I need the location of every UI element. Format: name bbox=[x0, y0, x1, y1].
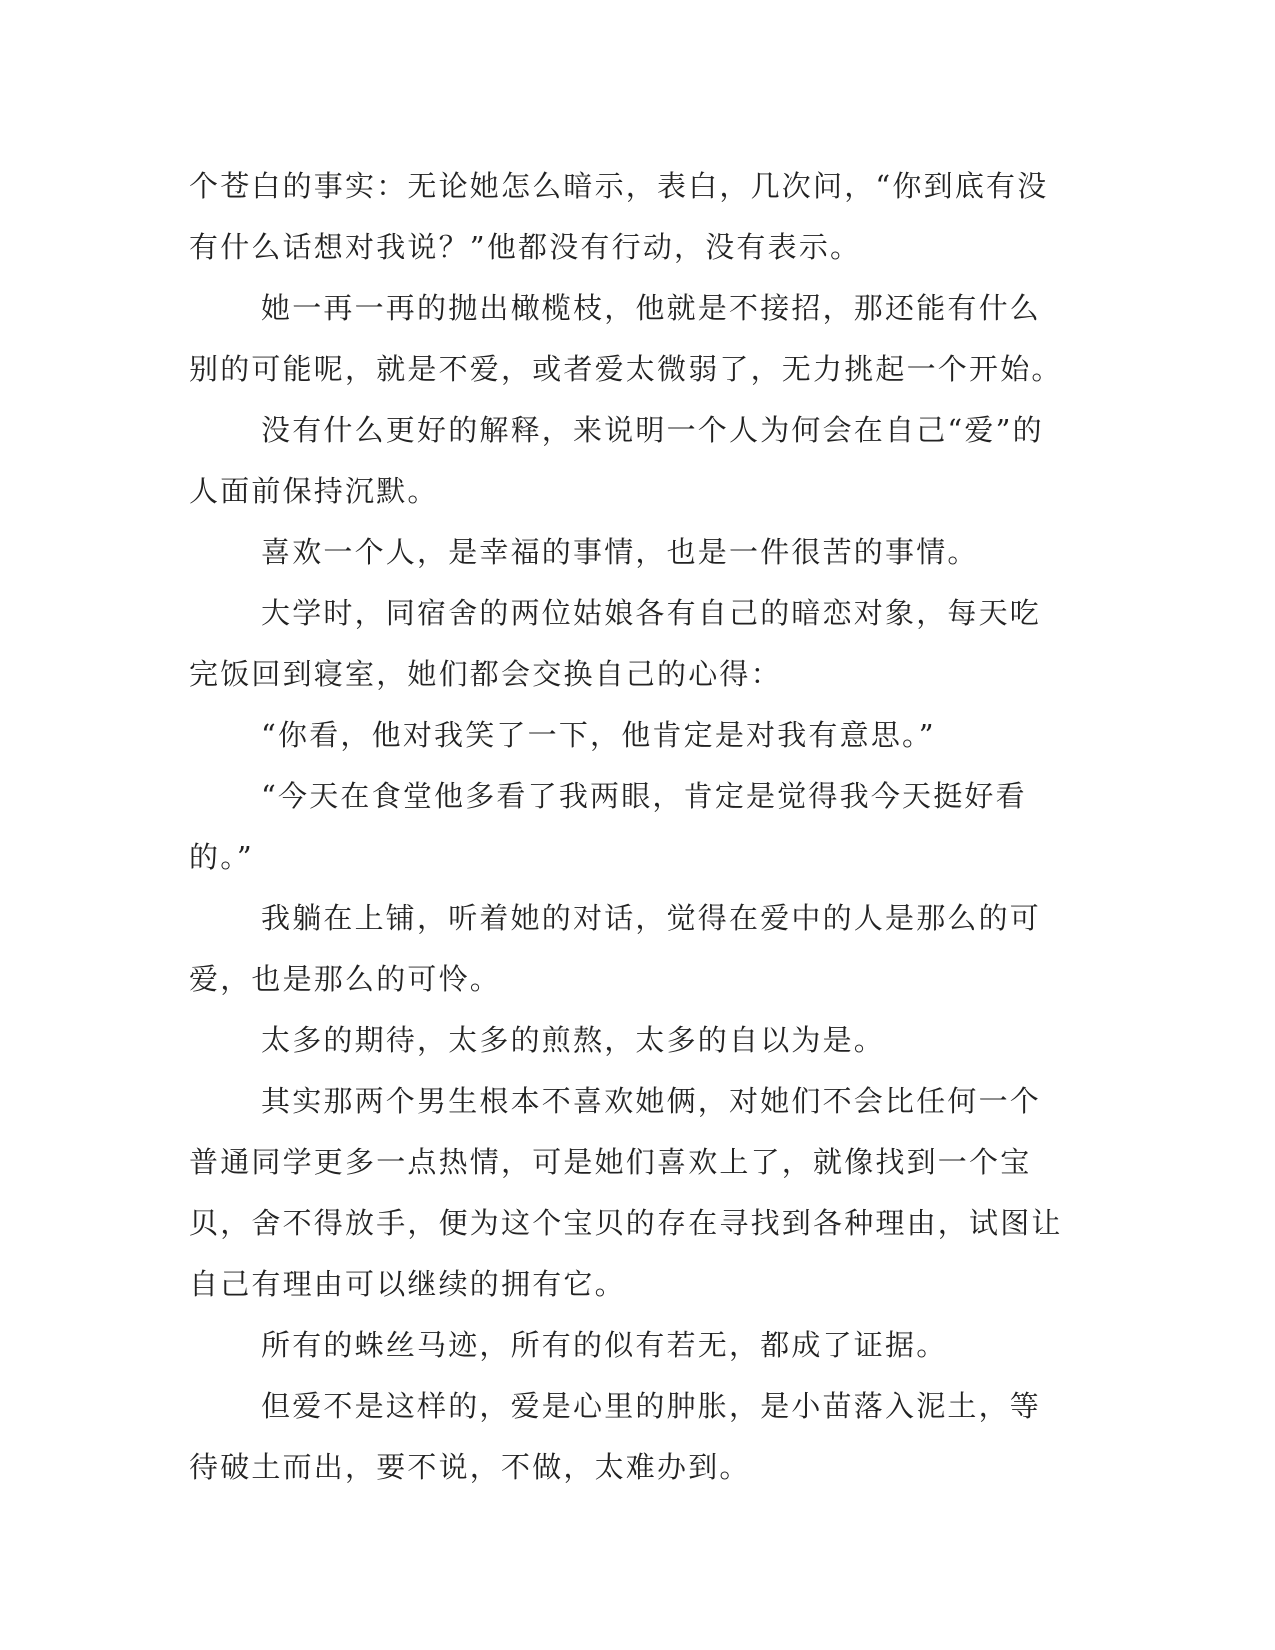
paragraph-6: “你看，他对我笑了一下，他肯定是对我有意思。” bbox=[261, 718, 936, 752]
paragraph-4: 喜欢一个人，是幸福的事情，也是一件很苦的事情。 bbox=[261, 535, 979, 569]
paragraph-11: 所有的蛛丝马迹，所有的似有若无，都成了证据。 bbox=[261, 1328, 948, 1362]
paragraph-7: “今天在食堂他多看了我两眼，肯定是觉得我今天挺好看的。” bbox=[189, 779, 1027, 874]
paragraph-8: 我躺在上铺，听着她的对话，觉得在爱中的人是那么的可爱，也是那么的可怜。 bbox=[189, 901, 1042, 996]
paragraph-3: 没有什么更好的解释，来说明一个人为何会在自己“爱”的人面前保持沉默。 bbox=[189, 413, 1044, 508]
paragraph-5: 大学时，同宿舍的两位姑娘各有自己的暗恋对象，每天吃完饭回到寝室，她们都会交换自己的心得： bbox=[189, 596, 1042, 691]
paragraph-1: 个苍白的事实：无论她怎么暗示，表白，几次问，“你到底有没有什么话想对我说？”他都没有行动，没有表示。 bbox=[189, 169, 1049, 264]
paragraph-12: 但爱不是这样的，爱是心里的肿胀，是小苗落入泥土，等待破土而出，要不说，不做，太难办到。 bbox=[189, 1389, 1042, 1484]
article-body bbox=[189, 156, 1069, 1498]
paragraph-2: 她一再一再的抛出橄榄枝，他就是不接招，那还能有什么别的可能呢，就是不爱，或者爱太微弱了，无力挑起一个开始。 bbox=[189, 291, 1063, 386]
paragraph-9: 太多的期待，太多的煎熬，太多的自以为是。 bbox=[261, 1023, 886, 1057]
paragraph-10: 其实那两个男生根本不喜欢她俩，对她们不会比任何一个普通同学更多一点热情，可是她们喜欢上了，就像找到一个宝贝，舍不得放手，便为这个宝贝的存在寻找到各种理由，试图让自己有理由可以继续的拥有它。 bbox=[189, 1084, 1063, 1301]
